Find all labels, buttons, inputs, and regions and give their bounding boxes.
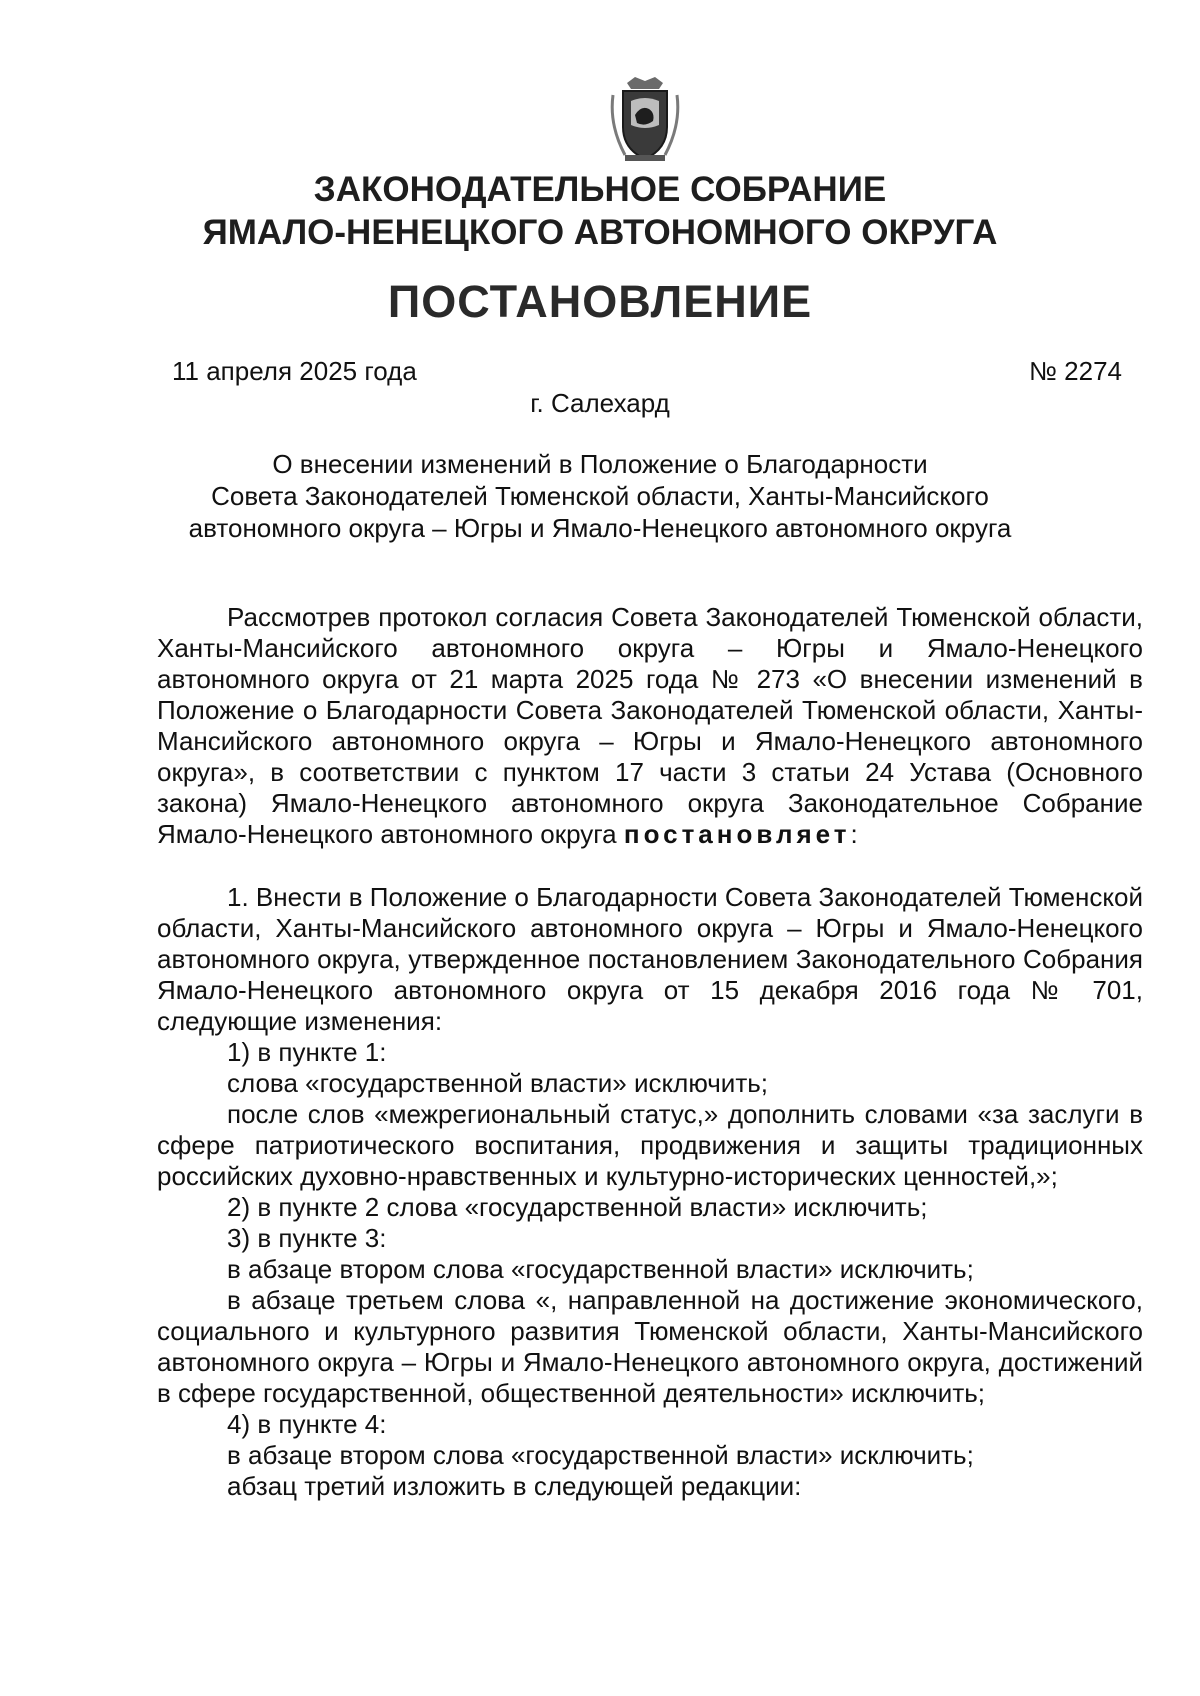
paragraph-9: 4) в пункте 4: — [227, 1409, 387, 1439]
document-title-line-3: автономного округа – Югры и Ямало-Ненецкого автономного округа — [188, 513, 1012, 543]
decree-word: постановляет — [623, 819, 851, 849]
coat-of-arms-emblem — [605, 75, 685, 165]
paragraph-3: слова «государственной власти» исключить; — [227, 1068, 768, 1098]
preamble-paragraph — [157, 602, 1143, 850]
paragraph-5: 2) в пункте 2 слова «государственной власти» исключить; — [227, 1192, 928, 1222]
paragraph-4: после слов «межрегиональный статус,» дополнить словами «за заслуги в сфере патриотического воспитания, продвижения и защиты традиционных российских духовно-нравственных и культурно-исторических ценностей,»; — [157, 1099, 1143, 1191]
document-title — [100, 448, 1100, 544]
organization-name-line-1: ЗАКОНОДАТЕЛЬНОЕ СОБРАНИЕ — [313, 170, 887, 209]
paragraph-11: абзац третий изложить в следующей редакции: — [227, 1471, 802, 1501]
paragraph-8: в абзаце третьем слова «, направленной на достижение экономического, социального и культурного развития Тюменской области, Ханты-Мансийского автономного округа – Югры и Ямало-Ненецкого автономного округа, достижений в сфере государственной, общественной деятельности» исключить; — [157, 1285, 1143, 1408]
document-city: г. Салехард — [530, 388, 670, 418]
preamble-text: Рассмотрев протокол согласия Совета Законодателей Тюменской области, Ханты-Мансийского автономного округа – Югры и Ямало-Ненецкого автономного округа от 21 марта 2025 года № 273 «О внесении изменений в Положение о Благодарности Совета Законодателей Тюменской области, Ханты-Мансийского автономного округа – Югры и Ямало-Ненецкого автономного округа», в соответствии с пунктом 17 части 3 статьи 24 Устава (Основного закона) Ямало-Ненецкого автономного округа Законодательное Собрание Ямало-Ненецкого автономного округа — [157, 602, 1143, 849]
organization-name-line-2: ЯМАЛО-НЕНЕЦКОГО АВТОНОМНОГО ОКРУГА — [202, 213, 998, 252]
paragraph-6: 3) в пункте 3: — [227, 1223, 387, 1253]
document-date: 11 апреля 2025 года — [172, 356, 417, 386]
paragraph-2: 1) в пункте 1: — [227, 1037, 387, 1067]
document-title-line-2: Совета Законодателей Тюменской области, Ханты-Мансийского — [211, 481, 989, 511]
document-body — [157, 602, 1143, 1502]
document-title-line-1: О внесении изменений в Положение о Благодарности — [272, 449, 928, 479]
document-type-heading: ПОСТАНОВЛЕНИЕ — [387, 276, 813, 327]
organization-name — [0, 168, 1200, 254]
paragraph-10: в абзаце втором слова «государственной власти» исключить; — [227, 1440, 974, 1470]
paragraph-7: в абзаце втором слова «государственной власти» исключить; — [227, 1254, 974, 1284]
paragraph-1: 1. Внести в Положение о Благодарности Совета Законодателей Тюменской области, Ханты-Мансийского автономного округа – Югры и Ямало-Ненецкого автономного округа, утвержденное постановлением Законодательного Собрания Ямало-Ненецкого автономного округа от 15 декабря 2016 года № 701, следующие изменения: — [157, 882, 1143, 1036]
decree-colon: : — [850, 819, 858, 849]
document-number: № 2274 — [1029, 356, 1122, 386]
